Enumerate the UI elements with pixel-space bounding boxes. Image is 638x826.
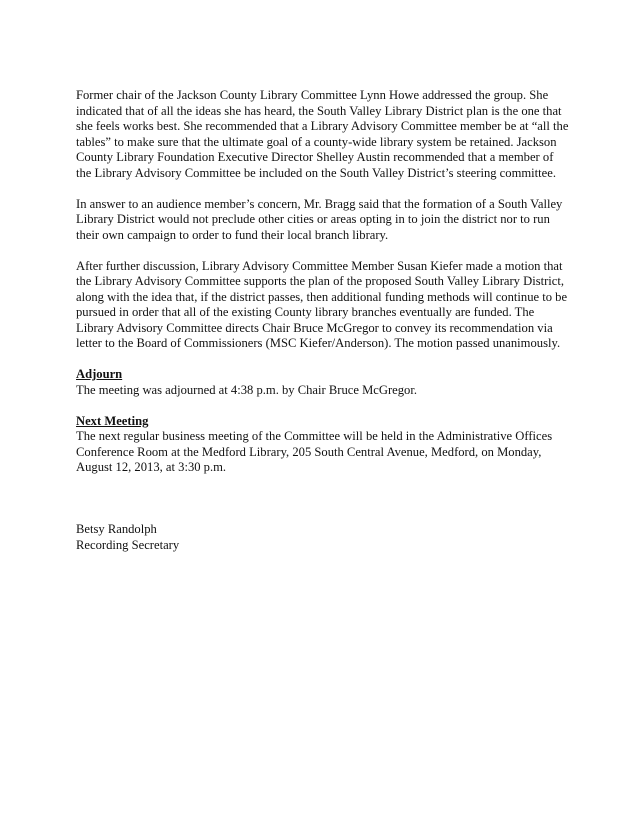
signature-title: Recording Secretary: [76, 537, 180, 552]
next-meeting-heading: Next Meeting: [76, 413, 149, 428]
paragraph-mr-bragg: In answer to an audience member’s concern, Mr. Bragg said that the formation of a South Valley Library District would not preclude other cities or areas opting in to join the district nor to run their own campaign to order to fund their local branch library.: [76, 196, 563, 242]
paragraph-motion: After further discussion, Library Advisory Committee Member Susan Kiefer made a motion that the Library Advisory Committee supports the plan of the proposed South Valley Library District, along with the idea that, if the district passes, then additional funding methods will continue to be pursued in order that all of the existing County library branches eventually are funded. The Library Advisory Committee directs Chair Bruce McGregor to convey its recommendation via letter to the Board of Commissioners (MSC Kiefer/Anderson). The motion passed unanimously.: [76, 258, 568, 350]
next-meeting-text: The next regular business meeting of the Committee will be held in the Administrative Offices Conference Room at the Medford Library, 205 South Central Avenue, Medford, on Monday, August 12, 2013, at 3:30 p.m.: [76, 429, 553, 474]
next-meeting-section: [76, 414, 570, 476]
signature-block: [76, 522, 570, 553]
adjourn-heading: Adjourn: [76, 367, 123, 381]
adjourn-section: [76, 367, 570, 398]
signature-name: Betsy Randolph: [76, 522, 157, 536]
spacer: [76, 491, 570, 522]
adjourn-text: The meeting was adjourned at 4:38 p.m. by Chair Bruce McGregor.: [76, 382, 417, 397]
document-page: [76, 88, 570, 553]
paragraph-lynn-howe: Former chair of the Jackson County Library Committee Lynn Howe addressed the group. She indicated that of all the ideas she has heard, the South Valley Library District plan is the one that she feels works best. She recommended that a Library Advisory Committee member be at “all the tables” to make sure that the ultimate goal of a county-wide library system be retained. Jackson County Library Foundation Executive Director Shelley Austin recommended that a member of the Library Advisory Committee be included on the South Valley District’s steering committee.: [76, 88, 569, 180]
